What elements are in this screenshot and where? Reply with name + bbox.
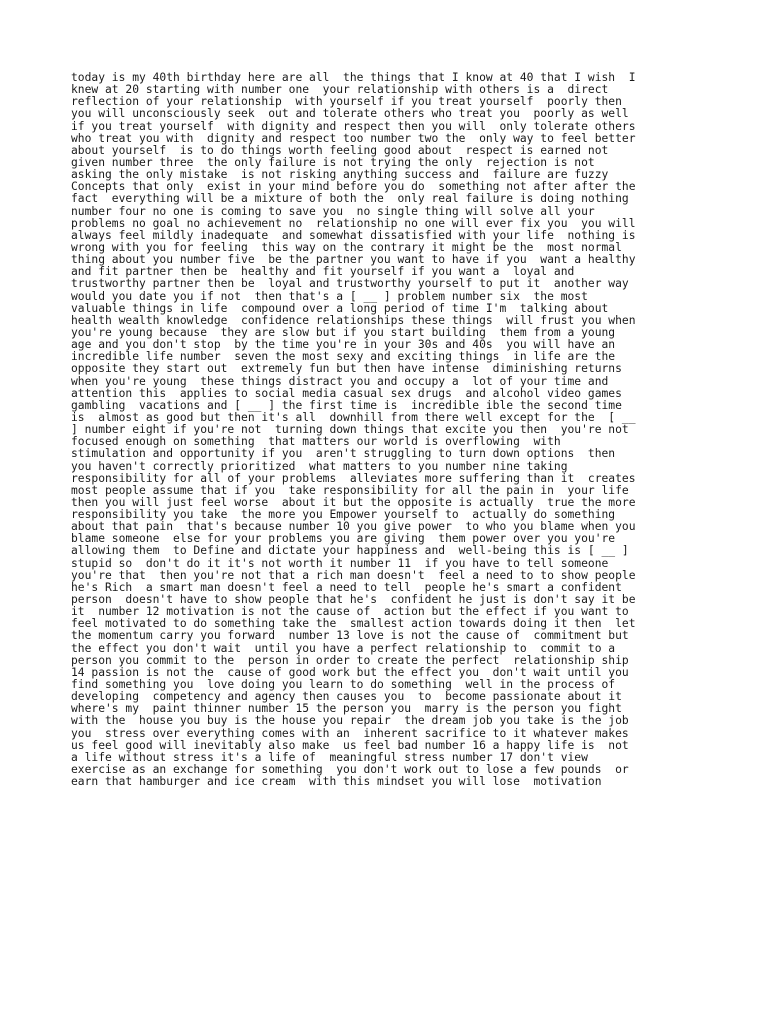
transcript-line: responsibility you take the more you Empower yourself to actually do something (71, 508, 616, 522)
transcript-line: you will unconsciously seek out and tolerate others who treat you poorly as well (71, 107, 629, 121)
transcript-line: person doesn't have to show people that he's confident he just is don't say it be (71, 593, 636, 607)
transcript-line: earn that hamburger and ice cream with this mindset you will lose motivation (71, 775, 602, 789)
transcript-line: where's my paint thinner number 15 the person you marry is the person you fight (71, 702, 622, 716)
transcript-line: he's Rich a smart man doesn't feel a need to tell people he's smart a confident (71, 580, 622, 594)
transcript-line: if you treat yourself with dignity and respect then you will only tolerate others (71, 119, 636, 133)
transcript-line: it number 12 motivation is not the cause of action but the effect if you want to (71, 605, 629, 619)
transcript-line: person you commit to the person in order to create the perfect relationship ship (71, 653, 629, 667)
transcript-line: trustworthy partner then be loyal and trustworthy yourself to put it another way (71, 277, 629, 291)
transcript-line: blame someone else for your problems you are giving them power over you you're (71, 532, 616, 546)
transcript-line: ] number eight if you're not turning down things that excite you then you're not (71, 423, 629, 437)
transcript-line: the effect you don't wait until you have a perfect relationship to commit to a (71, 641, 616, 655)
transcript-line: knew at 20 starting with number one your relationship with others is a direct (71, 83, 609, 97)
transcript-line: find something you love doing you learn to do something well in the process of (71, 678, 616, 692)
transcript-line: you're young because they are slow but if you start building them from a young (71, 325, 616, 339)
transcript-line: always feel mildly inadequate and somewhat dissatisfied with your life nothing is (71, 228, 636, 242)
transcript-line: about yourself is to do things worth feeling good about respect is earned not (71, 143, 609, 157)
transcript-line: a life without stress it's a life of meaningful stress number 17 don't view (71, 750, 588, 764)
transcript-line: responsibility for all of your problems alleviates more suffering than it creates (71, 471, 636, 485)
transcript-line: reflection of your relationship with yourself if you treat yourself poorly then (71, 95, 622, 109)
transcript-line: and fit partner then be healthy and fit yourself if you want a loyal and (71, 265, 575, 279)
transcript-line: number four no one is coming to save you no single thing will solve all your (71, 204, 595, 218)
transcript-line: then you will just feel worse about it but the opposite is actually true the more (71, 495, 636, 509)
transcript-line: valuable things in life compound over a long period of time I'm talking about (71, 301, 609, 315)
transcript-line: you stress over everything comes with an inherent sacrifice to it whatever makes (71, 726, 629, 740)
transcript-line: allowing them to Define and dictate your happiness and well-being this is [ __ ] (71, 544, 629, 558)
transcript-line: focused enough on something that matters our world is overflowing with (71, 435, 561, 449)
transcript-line: us feel good will inevitably also make us feel bad number 16 a happy life is not (71, 738, 629, 752)
transcript-line: fact everything will be a mixture of both the only real failure is doing nothing (71, 192, 629, 206)
transcript-line: is almost as good but then it's all downhill from there well except for the [ __ (71, 410, 636, 424)
transcript-line: feel motivated to do something take the smallest action towards doing it then let (71, 617, 636, 631)
transcript-line: you haven't correctly prioritized what matters to you number nine taking (71, 459, 568, 473)
transcript-line: today is my 40th birthday here are all the things that I know at 40 that I wish I (71, 71, 636, 84)
transcript-line: incredible life number seven the most sexy and exciting things in life are the (71, 350, 616, 364)
transcript-line: when you're young these things distract you and occupy a lot of your time and (71, 374, 609, 388)
transcript-line: attention this applies to social media casual sex drugs and alcohol video games (71, 386, 622, 400)
transcript-line: 14 passion is not the cause of good work but the effect you don't wait until you (71, 665, 629, 679)
transcript-line: stupid so don't do it it's not worth it number 11 if you have to tell someone (71, 556, 609, 570)
transcript-line: problems no goal no achievement no relationship no one will ever fix you you will (71, 216, 636, 230)
transcript-line: who treat you with dignity and respect too number two the only way to feel better (71, 131, 636, 145)
transcript-line: Concepts that only exist in your mind before you do something not after after the (71, 180, 636, 194)
transcript-line: about that pain that's because number 10 you give power to who you blame when you (71, 520, 636, 534)
transcript-line: health wealth knowledge confidence relationships these things will frust you when (71, 313, 636, 327)
transcript-line: exercise as an exchange for something you don't work out to lose a few pounds or (71, 763, 629, 777)
transcript-line: age and you don't stop by the time you're in your 30s and 40s you will have an (71, 338, 616, 352)
transcript-line: thing about you number five be the partner you want to have if you want a healthy (71, 253, 636, 267)
transcript-text (71, 72, 761, 788)
transcript-line: asking the only mistake is not risking anything success and failure are fuzzy (71, 168, 609, 182)
transcript-line: the momentum carry you forward number 13 love is not the cause of commitment but (71, 629, 629, 643)
transcript-line: with the house you buy is the house you repair the dream job you take is the job (71, 714, 629, 728)
transcript-line: developing competency and agency then causes you to become passionate about it (71, 690, 622, 704)
transcript-line: stimulation and opportunity if you aren't struggling to turn down options then (71, 447, 616, 461)
transcript-line: opposite they start out extremely fun but then have intense diminishing returns (71, 362, 622, 376)
transcript-line: would you date you if not then that's a [ __ ] problem number six the most (71, 289, 588, 303)
transcript-line: most people assume that if you take responsibility for all the pain in your life (71, 483, 629, 497)
transcript-line: you're that then you're not that a rich man doesn't feel a need to to show people (71, 568, 636, 582)
transcript-line: wrong with you for feeling this way on the contrary it might be the most normal (71, 240, 622, 254)
transcript-line: given number three the only failure is not trying the only rejection is not (71, 155, 595, 169)
transcript-line: gambling vacations and [ __ ] the first time is incredible ible the second time (71, 398, 622, 412)
